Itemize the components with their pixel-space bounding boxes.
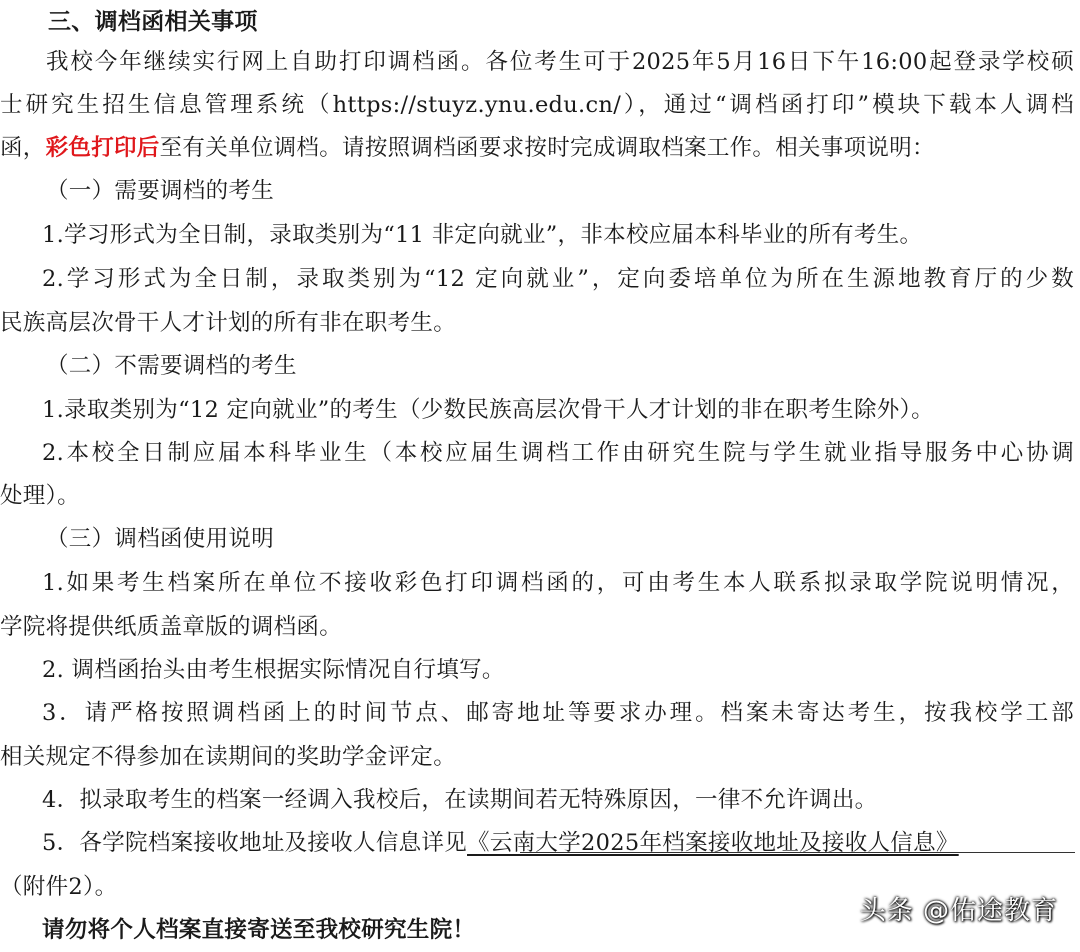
watermark: 头条 @佑途教育 [859,896,1058,926]
part3-item-5 [42,822,1080,865]
section-title: 三、调档函相关事项 [48,8,258,35]
intro-line-3-prefix: 函， [0,135,46,161]
notice-text: 请勿将个人档案直接寄送至我校研究生院！ [42,917,476,943]
part3-item-4: 4．拟录取考生的档案一经调入我校后，在读期间若无特殊原因，一律不允许调出。 [42,787,878,813]
attachment-link[interactable]: 《云南大学2025年档案接收地址及接收人信息》 [467,830,959,856]
part2-item-2-line-2: 处理）。 [0,483,80,509]
intro-line-1: 我校今年继续实行网上自助打印调档函。各位考生可于2025年5月16日下午16:00起登录学校硕 [46,49,1074,75]
intro-line-3 [0,127,1080,170]
part2-item-1: 1.录取类别为“12 定向就业”的考生（少数民族高层次骨干人才计划的非在职考生除外）。 [42,397,934,423]
intro-line-2: 士研究生招生信息管理系统（https://stuyz.ynu.edu.cn/），通过“调档函打印”模块下载本人调档 [0,92,1074,118]
link-underline-rule [520,852,1075,853]
part3-item-1-line-1: 1.如果考生档案所在单位不接收彩色打印调档函的，可由考生本人联系拟录取学院说明情况， [42,570,1074,596]
part1-item-1: 1.学习形式为全日制，录取类别为“11 非定向就业”，非本校应届本科毕业的所有考生。 [42,222,923,248]
part3-title: （三）调档函使用说明 [46,526,275,552]
part3-item-3-line-1: 3．请严格按照调档函上的时间节点、邮寄地址等要求办理。档案未寄达考生，按我校学工部 [42,700,1074,726]
intro-line-3-suffix: 至有关单位调档。请按照调档函要求按时完成调取档案工作。相关事项说明： [159,135,935,161]
part3-item-3-line-2: 相关规定不得参加在读期间的奖助学金评定。 [0,744,457,770]
part2-title: （二）不需要调档的考生 [46,353,297,379]
part1-item-2-line-1: 2.学习形式为全日制，录取类别为“12 定向就业”，定向委培单位为所在生源地教育厅的少数 [42,266,1074,292]
part3-item-2: 2. 调档函抬头由考生根据实际情况自行填写。 [42,657,505,683]
part3-item-1-line-2: 学院将提供纸质盖章版的调档函。 [0,614,343,640]
part1-item-2-line-2: 民族高层次骨干人才计划的所有非在职考生。 [0,310,457,336]
part1-title: （一）需要调档的考生 [46,178,275,204]
color-print-highlight: 彩色打印后 [45,135,160,161]
part3-item-5-suffix: （附件2）。 [0,874,118,900]
part2-item-2-line-1: 2.本校全日制应届本科毕业生（本校应届生调档工作由研究生院与学生就业指导服务中心协调 [42,440,1074,466]
part3-item-5-prefix: 5．各学院档案接收地址及接收人信息详见 [42,830,468,856]
